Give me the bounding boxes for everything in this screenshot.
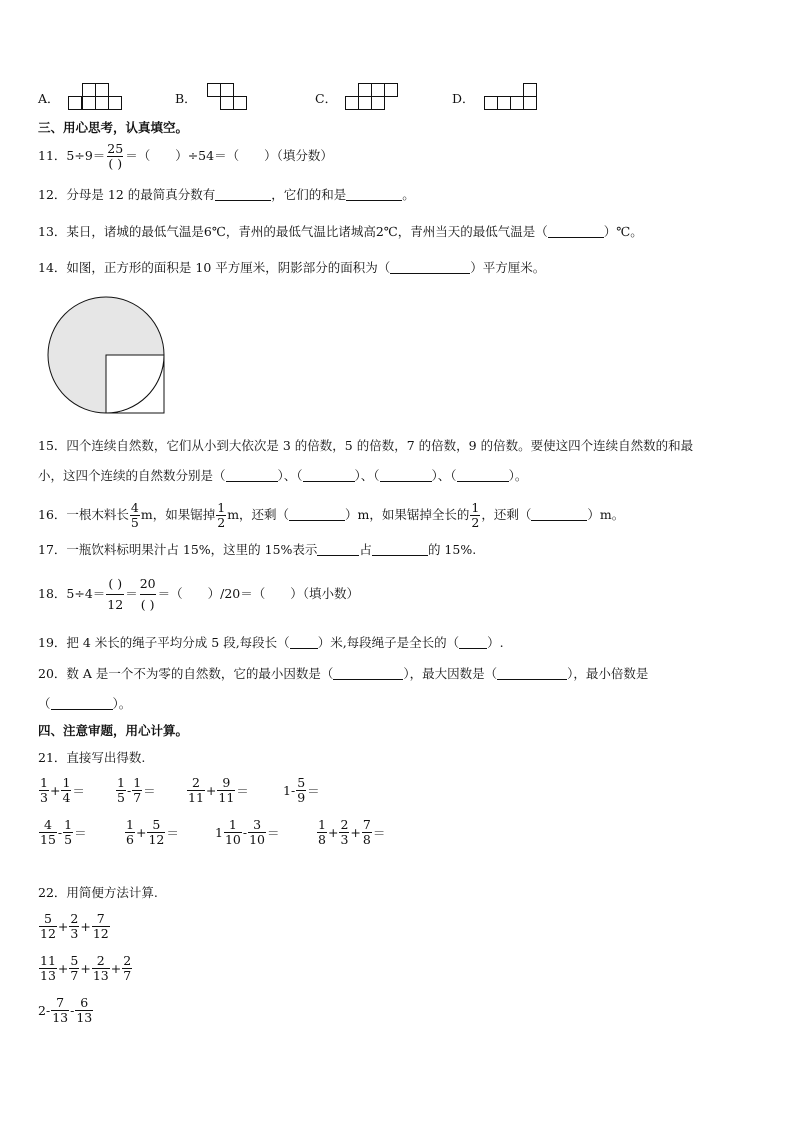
fraction: $\frac{11}{13}$ (40, 953, 56, 983)
section-3-heading: 三、用心思考，认真填空。 (38, 120, 189, 135)
operator: 1 (215, 825, 223, 840)
answer-blank[interactable] (215, 188, 271, 201)
question-21: 21．直接写出得数. (38, 750, 146, 765)
section-4-heading: 四、注意审题，用心计算。 (38, 723, 189, 738)
q21-expression (215, 818, 280, 847)
q21-expression (38, 818, 87, 847)
q22-expression (38, 912, 111, 941)
fraction: $\frac{1}{10}$ (224, 817, 241, 847)
answer-blank[interactable] (380, 469, 432, 482)
fraction: $\frac{1}{3}$ (40, 775, 48, 805)
question-16: 16．一根木料长 $\frac{4}{5}$ m，如果锯掉 $\frac{1}{2}$ m，还剩（ ）m，如果锯掉全长的 $\frac{1}{2}$ ，还剩（ ）m。 (38, 500, 625, 530)
answer-blank[interactable] (289, 508, 345, 521)
q21-expression (186, 776, 249, 805)
circle-square-figure (46, 296, 168, 418)
operator: + (135, 825, 147, 840)
answer-blank[interactable] (531, 508, 587, 521)
answer-blank[interactable] (390, 261, 470, 274)
operator: ＝ (372, 825, 386, 841)
operator: + (327, 825, 339, 840)
option-c-figure (345, 83, 403, 111)
answer-blank[interactable] (372, 543, 428, 556)
fraction: $\frac{1}{5}$ (64, 817, 73, 847)
answer-blank[interactable] (290, 636, 318, 649)
option-d-figure (484, 83, 542, 111)
operator: 1- (283, 783, 296, 798)
fraction: $\frac{4}{5}$ (130, 500, 139, 530)
fraction: $\frac{4}{15}$ (40, 817, 56, 847)
operator: + (57, 919, 69, 934)
q21-expression (316, 818, 385, 847)
fraction: $\frac{2}{3}$ (70, 911, 79, 941)
operator: ＝ (166, 825, 179, 841)
operator: + (205, 783, 217, 798)
question-20-line-2: （ ）。 (38, 696, 132, 711)
fraction: $\frac{2}{7}$ (123, 953, 132, 983)
q21-expression (283, 776, 320, 805)
option-b-label: B． (175, 91, 197, 106)
answer-blank[interactable] (317, 543, 359, 556)
question-19: 19．把 4 米长的绳子平均分成 5 段,每段长（ ）米,每段绳子是全长的（ ）. (38, 635, 504, 650)
answer-blank[interactable] (497, 667, 567, 680)
question-18: 18．5÷4＝ $\frac{( )}{12}$ ＝ $\frac{20}{( )}$ ＝（ ）/20＝（ ）（填小数） (38, 572, 359, 616)
question-15-line-2: 小，这四个连续的自然数分别是（ ）、（ ）、（ ）、（ ）。 (38, 468, 528, 483)
operator: ＝ (74, 825, 87, 841)
option-d-label: D． (452, 91, 475, 106)
fraction: $\frac{7}{12}$ (92, 911, 109, 941)
fraction: $\frac{7}{13}$ (52, 995, 69, 1025)
operator: + (80, 961, 91, 976)
option-a-label: A． (38, 91, 60, 106)
answer-blank[interactable] (548, 225, 604, 238)
answer-blank[interactable] (459, 636, 487, 649)
answer-blank[interactable] (303, 469, 355, 482)
fraction: $\frac{5}{7}$ (70, 953, 79, 983)
fraction: $\frac{( )}{12}$ (106, 574, 124, 615)
answer-blank[interactable] (346, 188, 402, 201)
fraction: $\frac{1}{2}$ (217, 500, 226, 530)
operator: + (57, 961, 69, 976)
question-15-line-1: 15．四个连续自然数，它们从小到大依次是 3 的倍数，5 的倍数，7 的倍数，9 的倍数。要使这四个连续自然数的和最 (38, 438, 694, 453)
question-11: 11．5÷9＝ $\frac{25}{( )}$ ＝（ ）÷54＝（ ）（填分数） (38, 141, 333, 171)
fraction: $\frac{9}{11}$ (218, 775, 235, 805)
operator: ＝ (143, 783, 156, 799)
operator: + (49, 783, 61, 798)
option-c-label: C． (315, 91, 338, 106)
fraction: $\frac{2}{11}$ (188, 775, 204, 805)
answer-blank[interactable] (226, 469, 278, 482)
option-a-figure (68, 83, 124, 111)
question-13: 13．某日，诸城的最低气温是6℃，青州的最低气温比诸城高2℃，青州当天的最低气温是（ ）℃。 (38, 224, 643, 239)
fraction: $\frac{7}{8}$ (362, 817, 371, 847)
question-17: 17．一瓶饮料标明果汁占 15%，这里的 15%表示 占 的 15%. (38, 542, 477, 557)
fraction: $\frac{25}{( )}$ (107, 141, 124, 171)
question-22: 22．用简便方法计算. (38, 885, 158, 900)
operator: 2- (38, 1003, 51, 1018)
question-12: 12．分母是 12 的最简真分数有 ，它们的和是 。 (38, 187, 415, 202)
fraction: $\frac{6}{13}$ (76, 995, 93, 1025)
q21-expression (38, 776, 85, 805)
operator: - (126, 783, 132, 798)
q21-expression (115, 776, 156, 805)
fraction: $\frac{5}{12}$ (40, 911, 56, 941)
operator: - (57, 825, 63, 840)
fraction: $\frac{1}{7}$ (133, 775, 142, 805)
operator: ＝ (267, 825, 280, 841)
question-20-line-1: 20．数 A 是一个不为零的自然数，它的最小因数是（ ），最大因数是（ ），最小倍数是 (38, 666, 649, 681)
fraction: $\frac{1}{4}$ (62, 775, 71, 805)
fraction: $\frac{5}{9}$ (297, 775, 306, 805)
answer-blank[interactable] (333, 667, 403, 680)
operator: + (110, 961, 122, 976)
fraction: $\frac{2}{13}$ (92, 953, 109, 983)
fraction: $\frac{1}{6}$ (126, 817, 134, 847)
answer-blank[interactable] (51, 697, 113, 710)
operator: ＝ (236, 783, 249, 799)
answer-blank[interactable] (457, 469, 509, 482)
fraction: $\frac{5}{12}$ (148, 817, 165, 847)
operator: + (80, 919, 91, 934)
option-b-figure (207, 83, 251, 111)
fraction: $\frac{3}{10}$ (249, 817, 265, 847)
q22-expression (38, 954, 133, 983)
q22-expression (38, 996, 94, 1025)
q21-expression (124, 818, 179, 847)
operator: - (242, 825, 248, 840)
question-14: 14．如图，正方形的面积是 10 平方厘米，阴影部分的面积为（ ）平方厘米。 (38, 260, 546, 275)
fraction: $\frac{1}{5}$ (117, 775, 125, 805)
fraction: $\frac{1}{2}$ (471, 500, 480, 530)
operator: - (70, 1003, 75, 1018)
fraction: $\frac{20}{( )}$ (139, 574, 157, 615)
fraction: $\frac{1}{8}$ (318, 817, 326, 847)
operator: + (350, 825, 361, 840)
operator: ＝ (72, 783, 85, 799)
operator: ＝ (307, 783, 320, 799)
fraction: $\frac{2}{3}$ (340, 817, 349, 847)
